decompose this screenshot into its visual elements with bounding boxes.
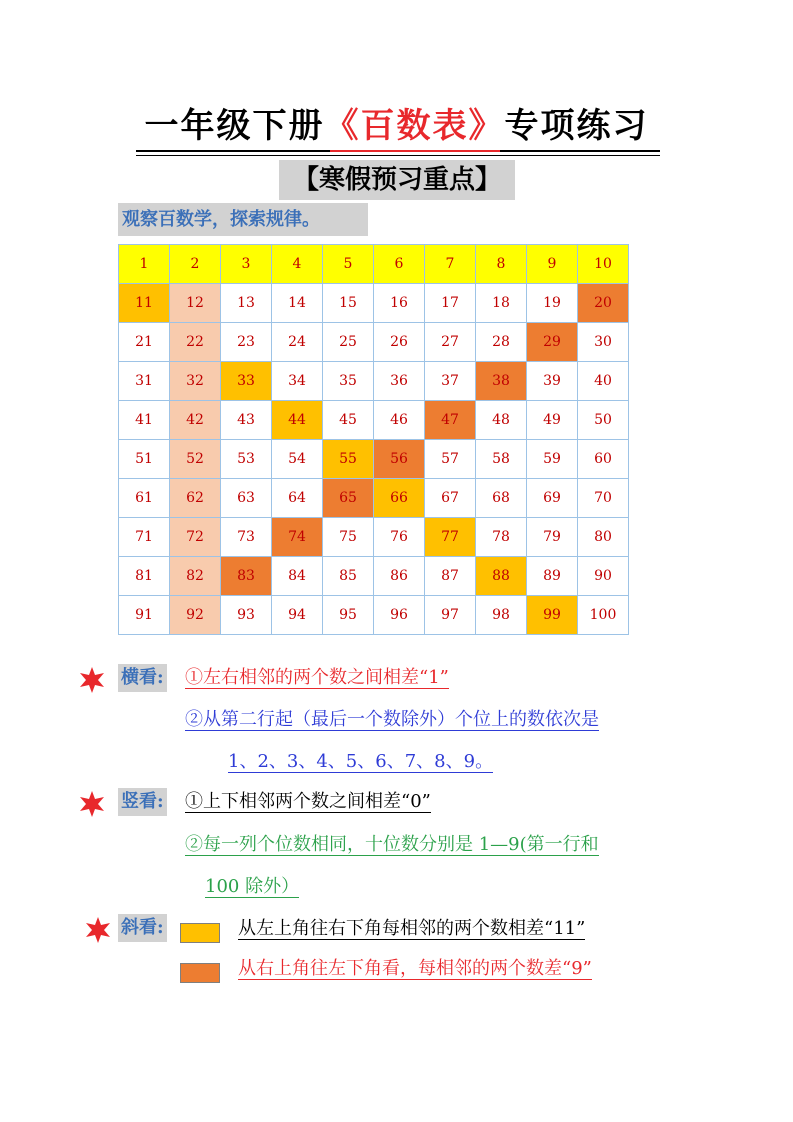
diagonal-line-2 [238, 956, 592, 982]
chart-cell: 1 [119, 245, 170, 284]
chart-cell: 97 [425, 596, 476, 635]
chart-cell: 87 [425, 557, 476, 596]
vertical-line-2 [185, 832, 599, 858]
chart-cell: 68 [476, 479, 527, 518]
chart-cell: 44 [272, 401, 323, 440]
chart-cell: 55 [323, 440, 374, 479]
chart-cell: 2 [170, 245, 221, 284]
chart-cell: 9 [527, 245, 578, 284]
chart-cell: 8 [476, 245, 527, 284]
chart-cell: 37 [425, 362, 476, 401]
chart-cell: 13 [221, 284, 272, 323]
diagonal-line-1 [238, 916, 585, 942]
intro-text: 观察百数学，探索规律。 [118, 203, 368, 236]
chart-cell: 50 [578, 401, 629, 440]
chart-cell: 10 [578, 245, 629, 284]
vertical-line-3 [205, 874, 299, 900]
chart-cell: 33 [221, 362, 272, 401]
chart-cell: 26 [374, 323, 425, 362]
chart-cell: 100 [578, 596, 629, 635]
chart-row [119, 557, 629, 596]
chart-cell: 71 [119, 518, 170, 557]
diagonal-line-2-text: 从右上角往左下角看，每相邻的两个数差“9” [238, 958, 592, 979]
star-icon [85, 917, 111, 943]
chart-cell: 52 [170, 440, 221, 479]
chart-cell: 27 [425, 323, 476, 362]
subtitle: 【寒假预习重点】 [279, 160, 515, 200]
chart-cell: 76 [374, 518, 425, 557]
star-icon [79, 667, 105, 693]
chart-cell: 28 [476, 323, 527, 362]
chart-row [119, 245, 629, 284]
chart-cell: 77 [425, 518, 476, 557]
chart-cell: 43 [221, 401, 272, 440]
title-part: 专项练习 [504, 106, 649, 146]
chart-cell: 56 [374, 440, 425, 479]
chart-cell: 5 [323, 245, 374, 284]
chart-cell: 63 [221, 479, 272, 518]
chart-cell: 3 [221, 245, 272, 284]
chart-cell: 39 [527, 362, 578, 401]
horizontal-line-1-text: ①左右相邻的两个数之间相差“1” [185, 667, 449, 688]
chart-cell: 65 [323, 479, 374, 518]
star-icon [79, 791, 105, 817]
chart-cell: 74 [272, 518, 323, 557]
chart-row [119, 479, 629, 518]
chart-cell: 66 [374, 479, 425, 518]
chart-cell: 73 [221, 518, 272, 557]
chart-cell: 91 [119, 596, 170, 635]
chart-cell: 90 [578, 557, 629, 596]
chart-cell: 45 [323, 401, 374, 440]
chart-cell: 67 [425, 479, 476, 518]
chart-cell: 42 [170, 401, 221, 440]
chart-cell: 40 [578, 362, 629, 401]
chart-cell: 20 [578, 284, 629, 323]
chart-row [119, 518, 629, 557]
chart-cell: 36 [374, 362, 425, 401]
hundred-chart [118, 244, 629, 635]
horizontal-line-2-text: ②从第二行起（最后一个数除外）个位上的数依次是 [185, 709, 599, 730]
title-highlight: 《百数表》 [324, 106, 505, 146]
horizontal-line-1 [185, 665, 449, 691]
chart-cell: 30 [578, 323, 629, 362]
chart-cell: 82 [170, 557, 221, 596]
chart-cell: 17 [425, 284, 476, 323]
chart-row [119, 323, 629, 362]
chart-cell: 59 [527, 440, 578, 479]
chart-cell: 85 [323, 557, 374, 596]
chart-cell: 47 [425, 401, 476, 440]
chart-cell: 60 [578, 440, 629, 479]
chart-row [119, 362, 629, 401]
chart-cell: 88 [476, 557, 527, 596]
chart-cell: 78 [476, 518, 527, 557]
chart-cell: 99 [527, 596, 578, 635]
chart-cell: 51 [119, 440, 170, 479]
chart-cell: 80 [578, 518, 629, 557]
chart-cell: 53 [221, 440, 272, 479]
chart-cell: 25 [323, 323, 374, 362]
chart-cell: 34 [272, 362, 323, 401]
chart-cell: 92 [170, 596, 221, 635]
chart-cell: 95 [323, 596, 374, 635]
title-part: 一年级下册 [144, 106, 325, 146]
chart-cell: 58 [476, 440, 527, 479]
chart-row [119, 401, 629, 440]
chart-row [119, 440, 629, 479]
chart-cell: 12 [170, 284, 221, 323]
chart-cell: 98 [476, 596, 527, 635]
horizontal-label: 横看: [118, 664, 167, 692]
diagonal-line-1-text: 从左上角往右下角每相邻的两个数相差“11” [238, 918, 586, 939]
chart-cell: 86 [374, 557, 425, 596]
horizontal-line-2 [185, 707, 599, 733]
chart-cell: 69 [527, 479, 578, 518]
chart-cell: 23 [221, 323, 272, 362]
horizontal-line-3 [228, 749, 493, 775]
chart-cell: 22 [170, 323, 221, 362]
vertical-line-2-text: ②每一列个位数相同，十位数分别是 1—9(第一行和 [185, 834, 599, 855]
chart-cell: 48 [476, 401, 527, 440]
title-underline-red [330, 150, 500, 152]
title-underline [136, 155, 660, 156]
chart-cell: 31 [119, 362, 170, 401]
chart-cell: 75 [323, 518, 374, 557]
chart-cell: 7 [425, 245, 476, 284]
diagonal-label: 斜看: [118, 914, 167, 942]
orange-swatch [180, 963, 220, 983]
chart-cell: 94 [272, 596, 323, 635]
chart-cell: 96 [374, 596, 425, 635]
chart-cell: 64 [272, 479, 323, 518]
chart-cell: 72 [170, 518, 221, 557]
chart-cell: 84 [272, 557, 323, 596]
chart-cell: 57 [425, 440, 476, 479]
vertical-line-1-text: ①上下相邻两个数之间相差“0” [185, 791, 431, 812]
chart-cell: 54 [272, 440, 323, 479]
chart-cell: 11 [119, 284, 170, 323]
page-title [0, 102, 793, 150]
chart-cell: 14 [272, 284, 323, 323]
chart-cell: 38 [476, 362, 527, 401]
chart-cell: 49 [527, 401, 578, 440]
chart-cell: 70 [578, 479, 629, 518]
chart-cell: 18 [476, 284, 527, 323]
chart-cell: 21 [119, 323, 170, 362]
chart-cell: 4 [272, 245, 323, 284]
chart-cell: 29 [527, 323, 578, 362]
chart-row [119, 596, 629, 635]
chart-cell: 79 [527, 518, 578, 557]
chart-cell: 89 [527, 557, 578, 596]
chart-cell: 24 [272, 323, 323, 362]
chart-cell: 46 [374, 401, 425, 440]
chart-row [119, 284, 629, 323]
chart-cell: 6 [374, 245, 425, 284]
chart-cell: 32 [170, 362, 221, 401]
chart-cell: 93 [221, 596, 272, 635]
chart-cell: 81 [119, 557, 170, 596]
vertical-label: 竖看: [118, 788, 167, 816]
chart-cell: 41 [119, 401, 170, 440]
horizontal-line-3-text: 1、2、3、4、5、6、7、8、9。 [228, 751, 494, 772]
chart-cell: 83 [221, 557, 272, 596]
chart-cell: 19 [527, 284, 578, 323]
chart-cell: 15 [323, 284, 374, 323]
chart-cell: 61 [119, 479, 170, 518]
chart-cell: 62 [170, 479, 221, 518]
gold-swatch [180, 923, 220, 943]
chart-cell: 16 [374, 284, 425, 323]
vertical-line-1 [185, 789, 431, 815]
chart-cell: 35 [323, 362, 374, 401]
vertical-line-3-text: 100 除外） [205, 876, 300, 897]
